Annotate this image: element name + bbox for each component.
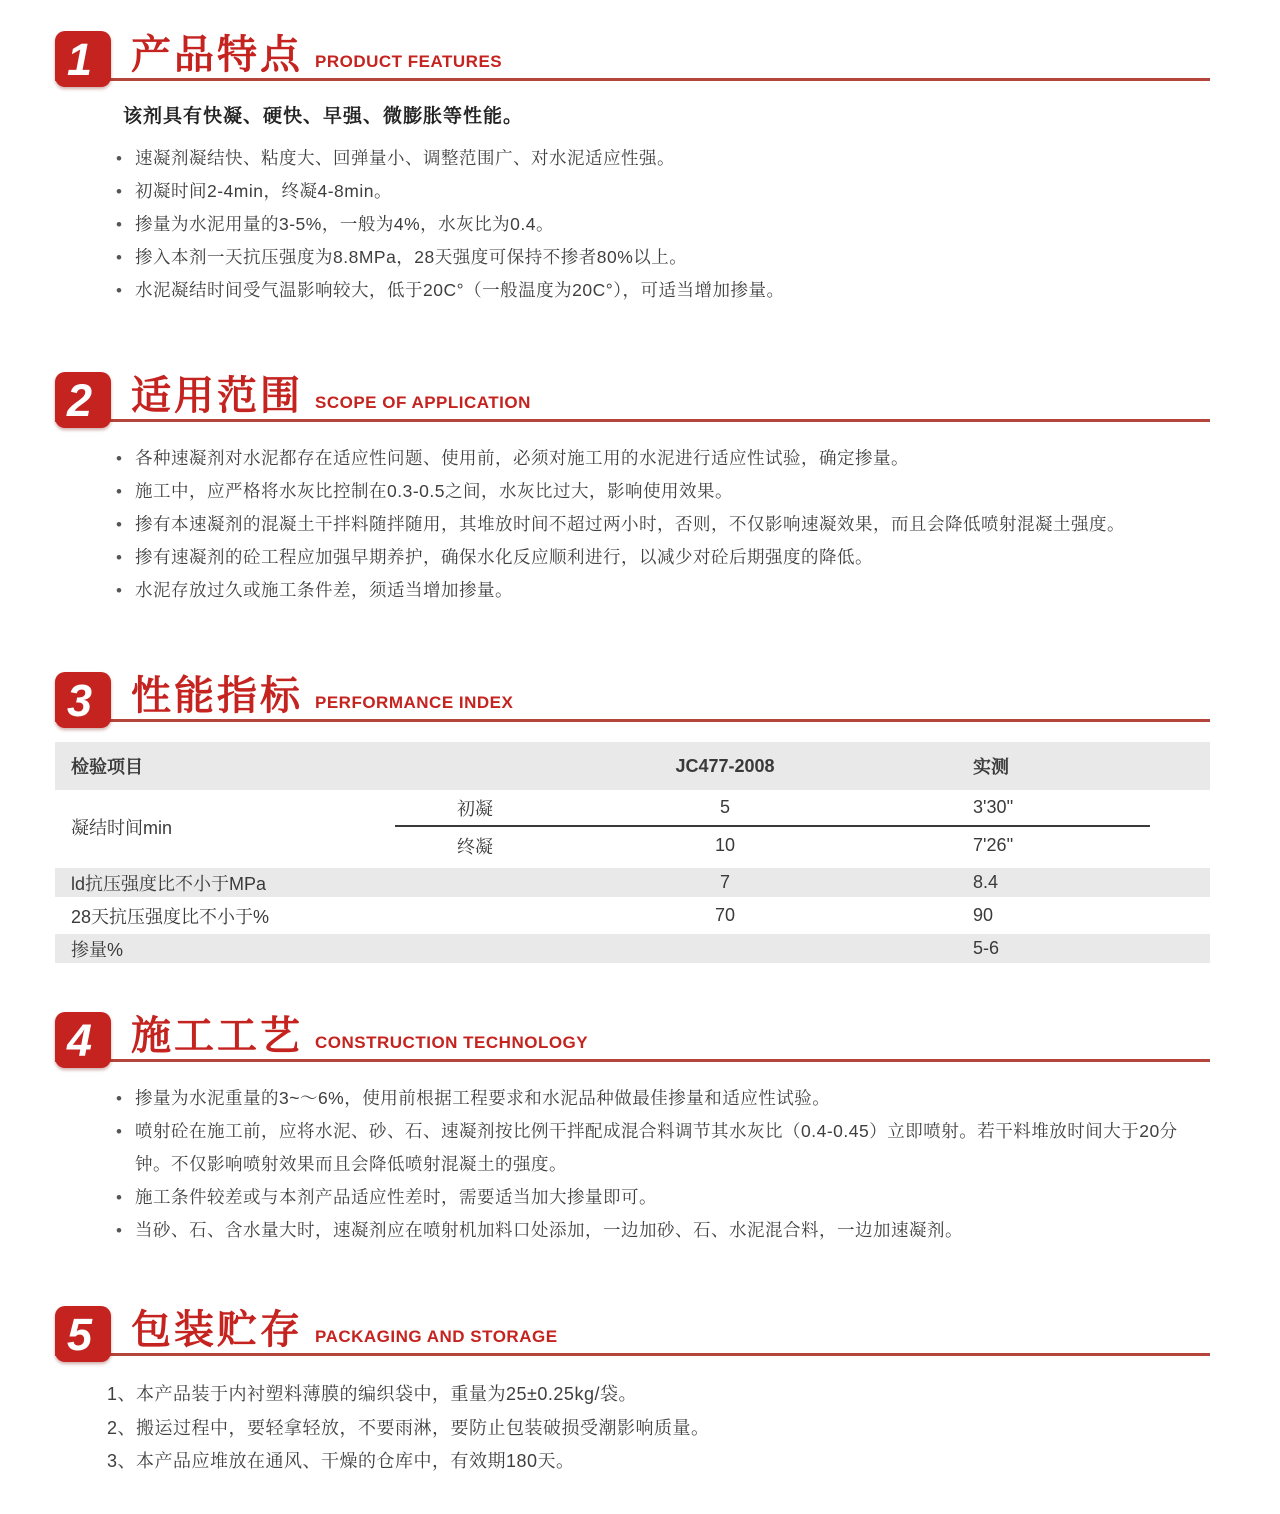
bullet-item: • 喷射砼在施工前，应将水泥、砂、石、速凝剂按比例干拌配成混合料调节其水灰比（0.4-0.45）立即喷射。若干料堆放时间大于20分钟。不仅影响喷射效果而且会降低喷射混凝土的强度。 bbox=[113, 1115, 1210, 1181]
section-title-en: PERFORMANCE INDEX bbox=[315, 693, 514, 712]
section-titles bbox=[131, 1307, 558, 1353]
subrow-standard: 10 bbox=[714, 835, 736, 855]
section-number-badge bbox=[55, 1306, 111, 1362]
numbered-item: 3、本产品应堆放在通风、干燥的仓库中，有效期180天。 bbox=[107, 1451, 575, 1471]
bullet-item: • 当砂、石、含水量大时，速凝剂应在喷射机加料口处添加，一边加砂、石、水泥混合料，一边加速凝剂。 bbox=[113, 1214, 1210, 1247]
bullet-item: • 水泥凝结时间受气温影响较大，低于20C°（一般温度为20C°），可适当增加掺量。 bbox=[113, 274, 1210, 307]
group-subrows bbox=[395, 790, 1150, 864]
section-number-badge bbox=[55, 1012, 111, 1068]
bullet-item: • 掺量为水泥重量的3~～6%，使用前根据工程要求和水泥品种做最佳掺量和适应性试验。 bbox=[113, 1082, 1210, 1115]
row-label: 28天抗压强度比不小于% bbox=[71, 906, 270, 927]
section-number-badge bbox=[55, 31, 111, 87]
row-standard: 7 bbox=[719, 872, 730, 892]
section-number: 1 bbox=[66, 33, 93, 85]
section-product-features bbox=[55, 22, 1210, 307]
section-title-en: PACKAGING AND STORAGE bbox=[315, 1327, 558, 1346]
section-number: 5 bbox=[66, 1308, 93, 1360]
section-number: 3 bbox=[66, 674, 93, 726]
row-label: 掺量% bbox=[71, 939, 124, 960]
table-subrow bbox=[395, 790, 1150, 827]
section-title-zh: 性能指标 bbox=[131, 674, 303, 718]
section-packaging-and-storage bbox=[55, 1297, 1210, 1479]
section-number-badge bbox=[55, 372, 111, 428]
table-group-row bbox=[55, 790, 1210, 864]
row-measured: 8.4 bbox=[973, 872, 999, 892]
subrow-name: 终凝 bbox=[457, 836, 493, 857]
section-number-badge bbox=[55, 672, 111, 728]
table-header-row bbox=[55, 742, 1210, 790]
intro-line: 该剂具有快凝、硬快、早强、微膨胀等性能。 bbox=[123, 106, 524, 127]
subrow-measured: 3'30'' bbox=[973, 797, 1014, 817]
section-performance-index bbox=[55, 663, 1210, 963]
table-row bbox=[55, 930, 1210, 963]
section-header bbox=[55, 663, 1210, 726]
section-title-zh: 适用范围 bbox=[131, 374, 303, 418]
section-titles bbox=[131, 32, 502, 78]
section-titles bbox=[131, 673, 513, 719]
section-title-zh: 产品特点 bbox=[131, 33, 303, 77]
section-number: 4 bbox=[66, 1014, 93, 1066]
section-titles bbox=[131, 1013, 588, 1059]
header-cell-standard: JC477-2008 bbox=[675, 755, 775, 776]
bullet-item: • 水泥存放过久或施工条件差，须适当增加掺量。 bbox=[113, 574, 1210, 607]
bullet-list bbox=[55, 1082, 1210, 1247]
section-scope-of-application bbox=[55, 363, 1210, 607]
bullet-list bbox=[55, 442, 1210, 607]
section-header bbox=[55, 1003, 1210, 1066]
subrow-measured: 7'26'' bbox=[973, 835, 1014, 855]
bullet-item: • 速凝剂凝结快、粘度大、回弹量小、调整范围广、对水泥适应性强。 bbox=[113, 142, 1210, 175]
subrow-name: 初凝 bbox=[457, 798, 493, 819]
section-title-en: CONSTRUCTION TECHNOLOGY bbox=[315, 1033, 589, 1052]
section-title-en: SCOPE OF APPLICATION bbox=[315, 393, 531, 412]
bullet-item: • 掺有速凝剂的砼工程应加强早期养护，确保水化反应顺利进行，以减少对砼后期强度的降低。 bbox=[113, 541, 1210, 574]
bullet-item: • 施工条件较差或与本剂产品适应性差时，需要适当加大掺量即可。 bbox=[113, 1181, 1210, 1214]
bullet-item: • 初凝时间2-4min，终凝4-8min。 bbox=[113, 175, 1210, 208]
bullet-item: • 掺入本剂一天抗压强度为8.8MPa，28天强度可保持不掺者80%以上。 bbox=[113, 241, 1210, 274]
row-measured: 5-6 bbox=[973, 938, 1000, 958]
section-title-en: PRODUCT FEATURES bbox=[315, 52, 503, 71]
section-header bbox=[55, 1297, 1210, 1360]
section-title-zh: 包装贮存 bbox=[131, 1308, 303, 1352]
bullet-item: • 掺有本速凝剂的混凝土干拌料随拌随用，其堆放时间不超过两小时，否则，不仅影响速凝效果，而且会降低喷射混凝土强度。 bbox=[113, 508, 1210, 541]
table-subrow bbox=[395, 827, 1150, 864]
table-row bbox=[55, 864, 1210, 897]
section-construction-technology bbox=[55, 1003, 1210, 1247]
bullet-item: • 施工中，应严格将水灰比控制在0.3-0.5之间，水灰比过大，影响使用效果。 bbox=[113, 475, 1210, 508]
row-label: ld抗压强度比不小于MPa bbox=[71, 873, 267, 894]
section-number: 2 bbox=[66, 374, 93, 426]
row-standard: 70 bbox=[714, 905, 736, 925]
subrow-standard: 5 bbox=[719, 797, 730, 817]
numbered-item: 1、本产品装于内衬塑料薄膜的编织袋中，重量为25±0.25kg/袋。 bbox=[107, 1384, 637, 1404]
numbered-list bbox=[107, 1378, 1210, 1479]
section-titles bbox=[131, 373, 531, 419]
section-title-zh: 施工工艺 bbox=[131, 1014, 303, 1058]
numbered-item: 2、搬运过程中，要轻拿轻放，不要雨淋，要防止包装破损受潮影响质量。 bbox=[107, 1417, 710, 1438]
header-cell-item: 检验项目 bbox=[71, 757, 143, 777]
bullet-item: • 掺量为水泥用量的3-5%，一般为4%，水灰比为0.4。 bbox=[113, 208, 1210, 241]
performance-table bbox=[55, 742, 1210, 963]
table-row bbox=[55, 897, 1210, 930]
group-label: 凝结时间min bbox=[71, 818, 173, 838]
bullet-item: • 各种速凝剂对水泥都存在适应性问题、使用前，必须对施工用的水泥进行适应性试验，确定掺量。 bbox=[113, 442, 1210, 475]
bullet-list bbox=[55, 142, 1210, 307]
row-measured: 90 bbox=[973, 905, 994, 925]
header-cell-measured: 实测 bbox=[973, 757, 1009, 777]
section-header bbox=[55, 363, 1210, 426]
section-header bbox=[55, 22, 1210, 85]
